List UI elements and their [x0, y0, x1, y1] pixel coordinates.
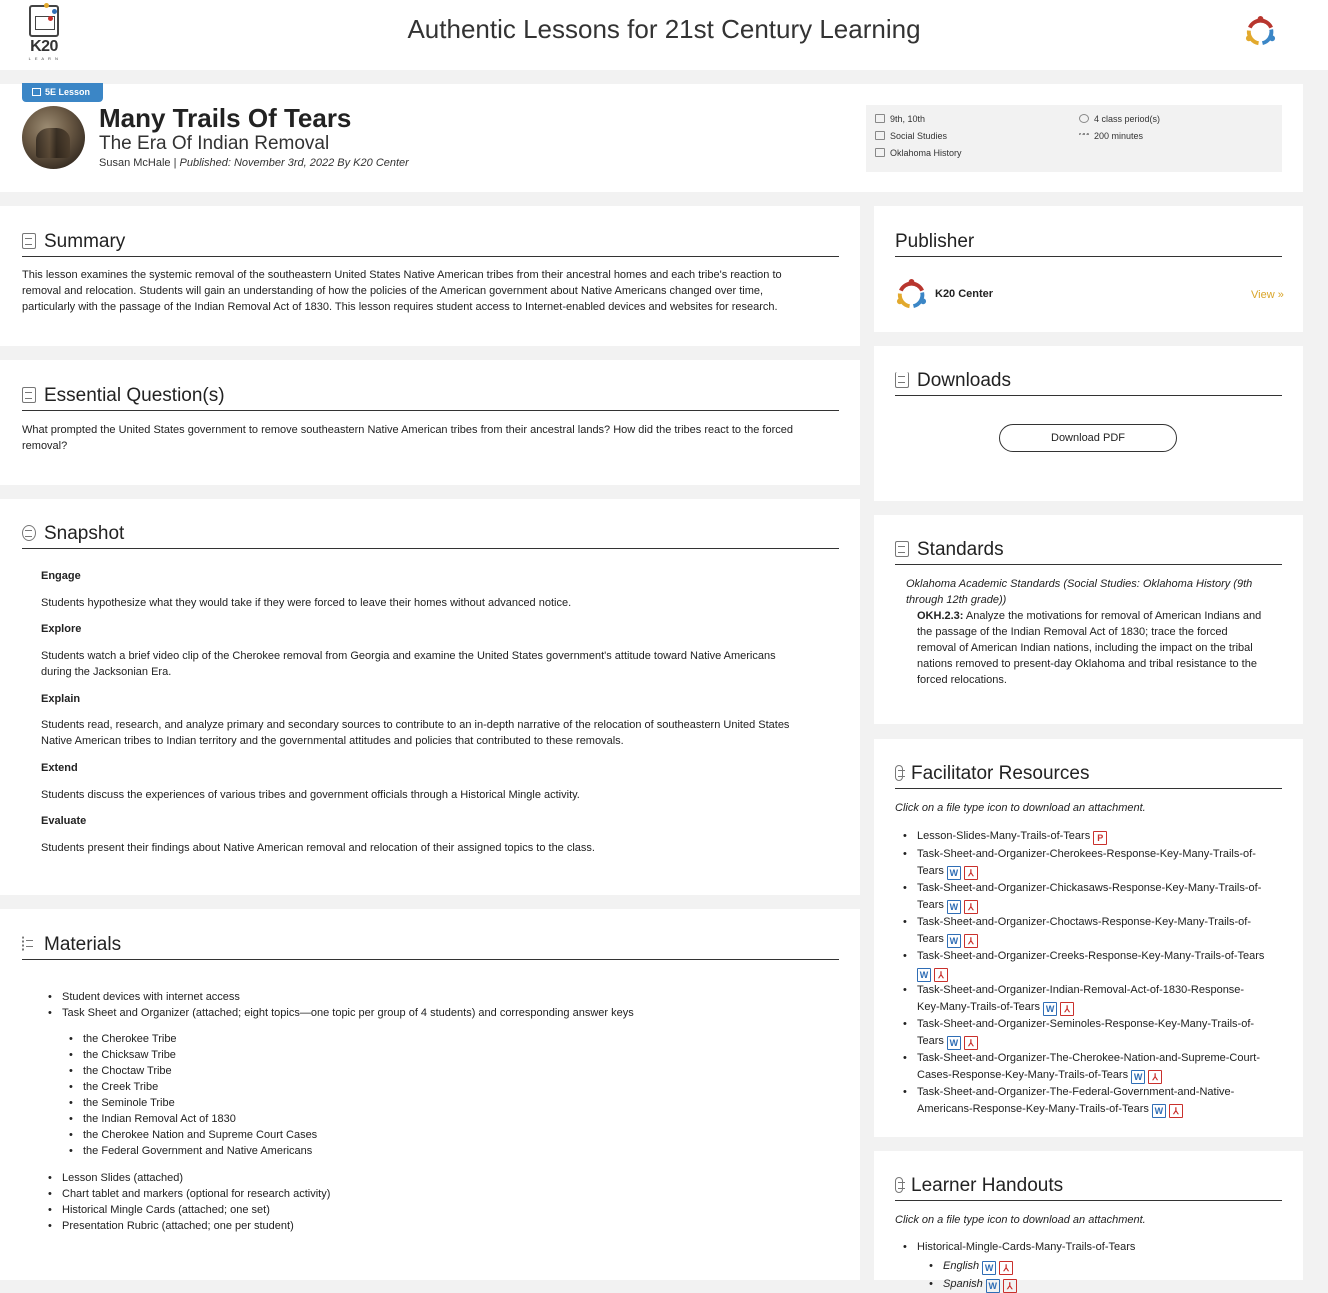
word-icon[interactable]: W [1152, 1104, 1166, 1118]
materials-heading: Materials [22, 934, 121, 956]
divider [895, 788, 1282, 789]
powerpoint-icon[interactable]: P [1093, 831, 1107, 845]
word-icon[interactable]: W [947, 934, 961, 948]
divider [895, 395, 1282, 396]
list-item: • Task Sheet and Organizer (attached; eight topics—one topic per group of 4 students) and corresponding answer keys [62, 1005, 634, 1021]
meta-grades: 9th, 10th [875, 114, 925, 124]
meta-minutes: 200 minutes [1079, 131, 1143, 141]
lesson-thumbnail [22, 106, 85, 169]
explain-label: Explain [41, 693, 81, 705]
pdf-icon[interactable]: ⅄ [1060, 1002, 1074, 1016]
extend-text: Students discuss the experiences of various tribes and government officials through a Historical Mingle activity. [41, 789, 580, 801]
word-icon[interactable]: W [982, 1261, 996, 1275]
book-icon [32, 88, 41, 96]
resource-item: • Lesson-Slides-Many-Trails-of-Tears P [917, 828, 1264, 845]
list-item: • the Indian Removal Act of 1830 [83, 1111, 317, 1127]
word-icon[interactable]: W [947, 1036, 961, 1050]
list-item: • the Chicksaw Tribe [83, 1047, 317, 1063]
word-icon[interactable]: W [986, 1279, 1000, 1293]
list-item: • the Cherokee Tribe [83, 1031, 317, 1047]
publisher-name: K20 Center [935, 288, 994, 300]
pdf-icon[interactable]: ⅄ [1003, 1279, 1017, 1293]
word-icon[interactable]: W [947, 900, 961, 914]
pdf-icon[interactable]: ⅄ [1169, 1104, 1183, 1118]
materials-list [62, 989, 634, 1021]
list-item: • Student devices with internet access [62, 989, 634, 1005]
resource-item: • Task-Sheet-and-Organizer-Seminoles-Response-Key-Many-Trails-of- Tears W ⅄ [917, 1016, 1264, 1050]
divider [22, 256, 839, 257]
list-item: • Chart tablet and markers (optional for research activity) [62, 1186, 330, 1202]
snapshot-heading: Snapshot [22, 523, 124, 545]
facilitator-list [917, 828, 1264, 1118]
pdf-icon[interactable]: ⅄ [934, 968, 948, 982]
resource-item: • Task-Sheet-and-Organizer-The-Cherokee-Nation-and-Supreme-Court- Cases-Response-Key-Many-Trails-of-Tears W ⅄ [917, 1050, 1264, 1084]
site-title: Authentic Lessons for 21st Century Learning [407, 14, 921, 44]
divider [895, 1200, 1282, 1201]
standard-item: OKH.2.3: Analyze the motivations for removal of American Indians and the passage of the Indian Removal Act of 1830; trace the forced removal of American Indian nations, including the impact on the tribal nations removed to present-day Oklahoma and tribal resistance to the forced relocations. [917, 610, 1262, 686]
divider [22, 410, 839, 411]
standards-icon [895, 541, 909, 557]
word-icon[interactable]: W [1043, 1002, 1057, 1016]
top-bar [0, 0, 1328, 70]
essential-questions-text: What prompted the United States government to remove southeastern Native American tribes from their ancestral lands? How did the tribes react to the forced removal? [22, 424, 793, 452]
list-item: • the Cherokee Nation and Supreme Court Cases [83, 1127, 317, 1143]
learner-note: Click on a file type icon to download an attachment. [895, 1214, 1146, 1226]
resource-item: • Task-Sheet-and-Organizer-Cherokees-Response-Key-Many-Trails-of- Tears W ⅄ [917, 846, 1264, 880]
summary-heading: Summary [22, 231, 125, 253]
publish-info: Published: November 3rd, 2022 By K20 Center [179, 157, 409, 169]
evaluate-text: Students present their findings about Native American removal and relocation of their assigned topics to the class. [41, 842, 595, 854]
clock-icon [1079, 114, 1089, 123]
facilitator-note: Click on a file type icon to download an attachment. [895, 802, 1146, 814]
downloads-heading: Downloads [895, 370, 1011, 392]
handout-language: • Spanish W ⅄ [943, 1275, 1017, 1293]
author: Susan McHale [99, 157, 171, 169]
meta-subject: Social Studies [875, 131, 947, 141]
handout-language: • English W ⅄ [943, 1257, 1017, 1275]
snapshot-card [0, 499, 860, 895]
pdf-icon[interactable]: ⅄ [964, 934, 978, 948]
resource-item: • Task-Sheet-and-Organizer-Creeks-Response-Key-Many-Trails-of-Tears W ⅄ [917, 948, 1264, 982]
list-item: • the Federal Government and Native Americans [83, 1143, 317, 1159]
logo-text: K20 [30, 38, 58, 55]
resource-item: • Task-Sheet-and-Organizer-Choctaws-Response-Key-Many-Trails-of- Tears W ⅄ [917, 914, 1264, 948]
list-item: • Historical Mingle Cards (attached; one set) [62, 1202, 330, 1218]
extend-label: Extend [41, 762, 78, 774]
download-pdf-button[interactable]: Download PDF [999, 424, 1177, 452]
learner-handouts-heading: Learner Handouts [895, 1175, 1063, 1197]
handout-item: • Historical-Mingle-Cards-Many-Trails-of-Tears [917, 1239, 1135, 1256]
resource-item: • Task-Sheet-and-Organizer-Indian-Removal-Act-of-1830-Response- Key-Many-Trails-of-Tears W ⅄ [917, 982, 1264, 1016]
pdf-icon[interactable]: ⅄ [999, 1261, 1013, 1275]
summary-text: This lesson examines the systemic removal of the southeastern United States Native American tribes from their ancestral homes and each tribe's reaction to removal and relocation. Students will gain an understanding of how the policies of the American government about Native Americans changed over time, particularly with the passage of the Indian Removal Act of 1830. This lesson requires student access to Internet-enabled devices and websites for research. [22, 269, 782, 313]
standard-code: OKH.2.3: [917, 610, 964, 622]
word-icon[interactable]: W [1131, 1070, 1145, 1084]
list-item: • Presentation Rubric (attached; one per student) [62, 1218, 330, 1234]
materials-sublist [83, 1031, 317, 1159]
lesson-type-badge: 5E Lesson [22, 83, 103, 102]
list-item: • Lesson Slides (attached) [62, 1170, 330, 1186]
list-item: • the Creek Tribe [83, 1079, 317, 1095]
school-icon [875, 114, 885, 123]
publisher-card [874, 206, 1303, 332]
download-icon [895, 372, 909, 388]
standards-heading: Standards [895, 539, 1004, 561]
board-icon [875, 131, 885, 140]
evaluate-label: Evaluate [41, 815, 87, 827]
essential-questions-heading: Essential Question(s) [22, 385, 225, 407]
explore-text: Students watch a brief video clip of the Cherokee removal from Georgia and examine the United States government's attitude toward Native Americans during the Jacksonian Era. [41, 650, 776, 678]
engage-text: Students hypothesize what they would take if they were forced to leave their homes without advanced notice. [41, 597, 572, 609]
document-icon [22, 233, 36, 249]
lesson-meta-panel [866, 105, 1282, 172]
explore-label: Explore [41, 623, 82, 635]
logo-subtext: L E A R N [28, 56, 60, 61]
lesson-subtitle: The Era Of Indian Removal [99, 133, 330, 154]
meta-periods: 4 class period(s) [1079, 114, 1160, 124]
meta-course: Oklahoma History [875, 148, 962, 158]
resource-item: • Task-Sheet-and-Organizer-Chickasaws-Response-Key-Many-Trails-of- Tears W ⅄ [917, 880, 1264, 914]
resource-item: • Task-Sheet-and-Organizer-The-Federal-Government-and-Native- Americans-Response-Key-Many-Trails-of-Tears W ⅄ [917, 1084, 1264, 1118]
pdf-icon[interactable]: ⅄ [1148, 1070, 1162, 1084]
standards-source: Oklahoma Academic Standards (Social Studies: Oklahoma History (9th through 12th grade)) [906, 578, 1253, 606]
snapshot-icon [22, 525, 36, 541]
word-icon[interactable]: W [947, 866, 961, 880]
list-item: • the Choctaw Tribe [83, 1063, 317, 1079]
learner-list [917, 1239, 1135, 1256]
paperclip-icon [895, 1177, 903, 1193]
book-icon [875, 148, 885, 157]
learner-sublist [943, 1257, 1017, 1293]
paperclip-icon [895, 765, 903, 781]
lesson-title: Many Trails Of Tears [99, 103, 352, 133]
engage-label: Engage [41, 570, 81, 582]
dots-icon [1079, 133, 1089, 136]
publisher-view-link[interactable]: View » [1251, 289, 1284, 301]
facilitator-resources-heading: Facilitator Resources [895, 763, 1089, 785]
lesson-byline: Susan McHale | Published: November 3rd, 2022 By K20 Center [99, 157, 409, 169]
pdf-icon[interactable]: ⅄ [964, 900, 978, 914]
divider [22, 548, 839, 549]
divider [895, 256, 1282, 257]
pdf-icon[interactable]: ⅄ [964, 866, 978, 880]
publisher-logo[interactable] [895, 278, 928, 311]
word-icon[interactable]: W [917, 968, 931, 982]
list-item: • the Seminole Tribe [83, 1095, 317, 1111]
divider [895, 564, 1282, 565]
materials-list-more [62, 1170, 330, 1234]
k20-ring-logo[interactable] [1244, 15, 1277, 48]
pdf-icon[interactable]: ⅄ [964, 1036, 978, 1050]
publisher-heading: Publisher [895, 231, 975, 252]
list-icon [22, 936, 36, 952]
explain-text: Students read, research, and analyze primary and secondary sources to contribute to an in-depth narrative of the relocation of southeastern United States Native American tribes to Indian territory and the governmental attitudes and policies that contributed to these removals. [41, 719, 790, 747]
document-icon [22, 387, 36, 403]
divider [22, 959, 839, 960]
